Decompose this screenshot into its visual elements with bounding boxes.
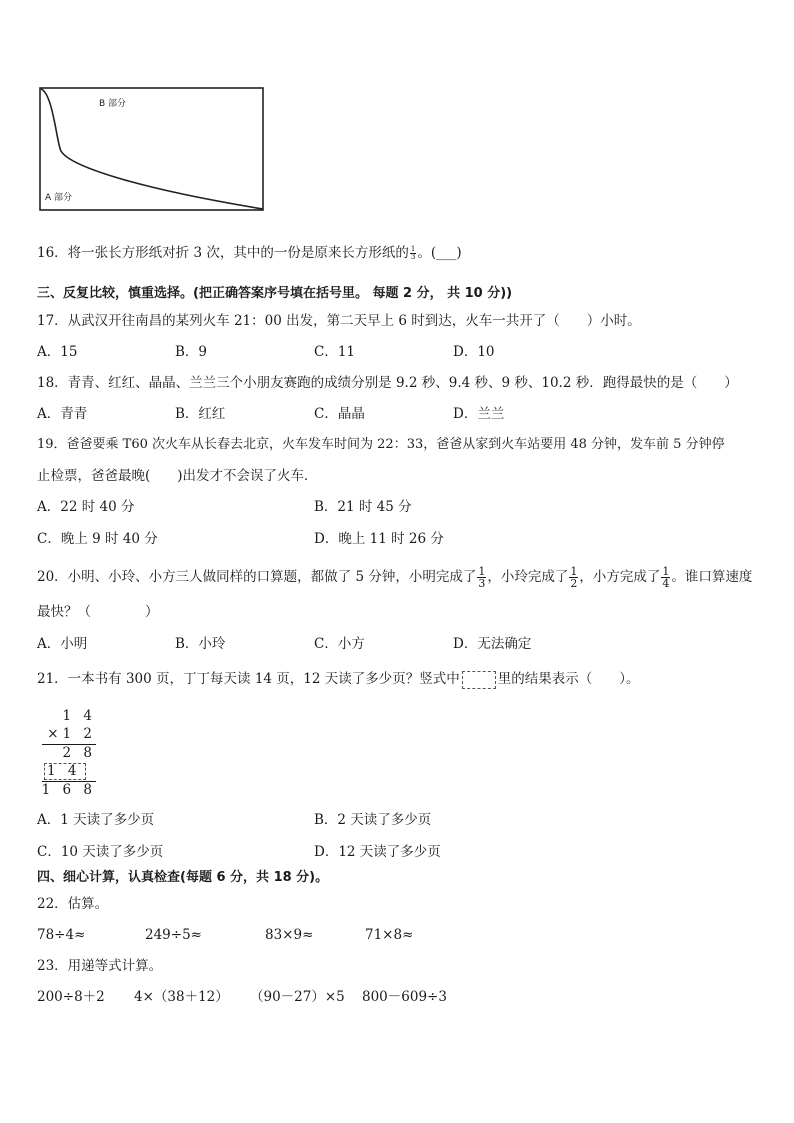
q22-item-4: 71×8≈ bbox=[365, 927, 414, 943]
question-16: 16．将一张长方形纸对折 3 次，其中的一份是原来长方形纸的 $\frac{1}{3}$ 。(___) bbox=[37, 245, 462, 261]
q18-option-a[interactable]: A．青青 bbox=[37, 406, 88, 422]
question-20-line-2: 最快？（ ） bbox=[37, 604, 159, 620]
q17-option-a[interactable]: A．15 bbox=[37, 344, 78, 360]
dashed-box-marker bbox=[462, 671, 496, 689]
q19-option-b[interactable]: B．21 时 45 分 bbox=[314, 499, 412, 515]
q21-option-b[interactable]: B．2 天读了多少页 bbox=[314, 812, 432, 828]
section-3-title: 三、反复比较，慎重选择。(把正确答案序号填在括号里。 每题 2 分， 共 10 分)) bbox=[37, 286, 513, 301]
question-19-line-1: 19．爸爸要乘 T60 次火车从长春去北京，火车发车时间为 22：33，爸爸从家到火车站要用 48 分钟，发车前 5 分钟停 bbox=[37, 437, 725, 452]
section-4-title: 四、细心计算，认真检查(每题 6 分，共 18 分)。 bbox=[37, 870, 329, 885]
q23-item-2: 4×（38＋12） bbox=[134, 989, 229, 1005]
q19-option-d[interactable]: D．晚上 11 时 26 分 bbox=[314, 531, 444, 547]
q23-item-4: 800－609÷3 bbox=[362, 989, 447, 1005]
q17-option-d[interactable]: D．10 bbox=[453, 344, 495, 360]
q19-option-c[interactable]: C．晚上 9 时 40 分 bbox=[37, 531, 158, 547]
q16-text: 16．将一张长方形纸对折 3 次，其中的一份是原来长方形纸的 bbox=[37, 245, 409, 261]
q16-answer-blank[interactable]: ___ bbox=[436, 245, 457, 261]
q17-option-b[interactable]: B．9 bbox=[175, 344, 208, 360]
question-20-line-1: 20．小明、小玲、小方三人做同样的口算题，都做了 5 分钟，小明完成了 $\frac{1}{3}$ ，小玲完成了 $\frac{1}{2}$ ，小方完成了 $\frac{1}{4}$ 。谁口算速度 bbox=[37, 565, 753, 590]
question-23-title: 23．用递等式计算。 bbox=[37, 958, 163, 974]
q21-option-c[interactable]: C．10 天读了多少页 bbox=[37, 844, 164, 860]
question-22-title: 22．估算。 bbox=[37, 896, 109, 912]
multiplier: ×1 2 bbox=[47, 726, 96, 742]
curve-figure bbox=[39, 87, 265, 212]
q21-option-d[interactable]: D．12 天读了多少页 bbox=[314, 844, 441, 860]
product: 1 6 8 bbox=[41, 782, 96, 798]
figure-box bbox=[39, 87, 263, 210]
label-part-b: B 部分 bbox=[99, 99, 127, 109]
question-18: 18．青青、红红、晶晶、兰兰三个小朋友赛跑的成绩分别是 9.2 秒、9.4 秒、9 秒、10.2 秒．跑得最快的是（ ） bbox=[37, 375, 738, 391]
q21-option-a[interactable]: A．1 天读了多少页 bbox=[37, 812, 155, 828]
question-17: 17．从武汉开往南昌的某列火车 21：00 出发，第二天早上 6 时到达，火车一共开了（ ）小时。 bbox=[37, 313, 641, 329]
q20-option-b[interactable]: B．小玲 bbox=[175, 636, 226, 652]
q23-item-1: 200÷8＋2 bbox=[37, 989, 105, 1005]
q18-option-b[interactable]: B．红红 bbox=[175, 406, 226, 422]
q17-option-c[interactable]: C．11 bbox=[314, 344, 356, 360]
fraction-one-third: $\frac{1}{3}$ bbox=[478, 565, 486, 590]
partial-product-1: 2 8 bbox=[62, 745, 96, 761]
fraction-one-half: $\frac{1}{2}$ bbox=[570, 565, 578, 590]
vertical-multiplication bbox=[40, 708, 96, 800]
partial-product-2: 1 4 bbox=[47, 763, 81, 779]
q22-item-3: 83×9≈ bbox=[265, 927, 314, 943]
q22-item-1: 78÷4≈ bbox=[37, 927, 86, 943]
q20-option-c[interactable]: C．小方 bbox=[314, 636, 365, 652]
q18-option-d[interactable]: D．兰兰 bbox=[453, 406, 505, 422]
q22-item-2: 249÷5≈ bbox=[145, 927, 202, 943]
q20-option-a[interactable]: A．小明 bbox=[37, 636, 88, 652]
q23-item-3: （90－27）×5 bbox=[250, 989, 345, 1005]
question-21: 21．一本书有 300 页，丁丁每天读 14 页，12 天读了多少页？竖式中 里的结果表示（ ）。 bbox=[37, 671, 640, 687]
label-part-a: A 部分 bbox=[45, 193, 73, 203]
q16-fraction: $\frac{1}{3}$ bbox=[410, 245, 416, 261]
multiplicand: 1 4 bbox=[62, 708, 96, 724]
question-19-line-2: 止检票，爸爸最晚( )出发才不会误了火车． bbox=[37, 468, 318, 484]
q18-option-c[interactable]: C．晶晶 bbox=[314, 406, 365, 422]
fraction-one-fourth: $\frac{1}{4}$ bbox=[662, 565, 670, 590]
q20-option-d[interactable]: D．无法确定 bbox=[453, 636, 532, 652]
q19-option-a[interactable]: A．22 时 40 分 bbox=[37, 499, 135, 515]
